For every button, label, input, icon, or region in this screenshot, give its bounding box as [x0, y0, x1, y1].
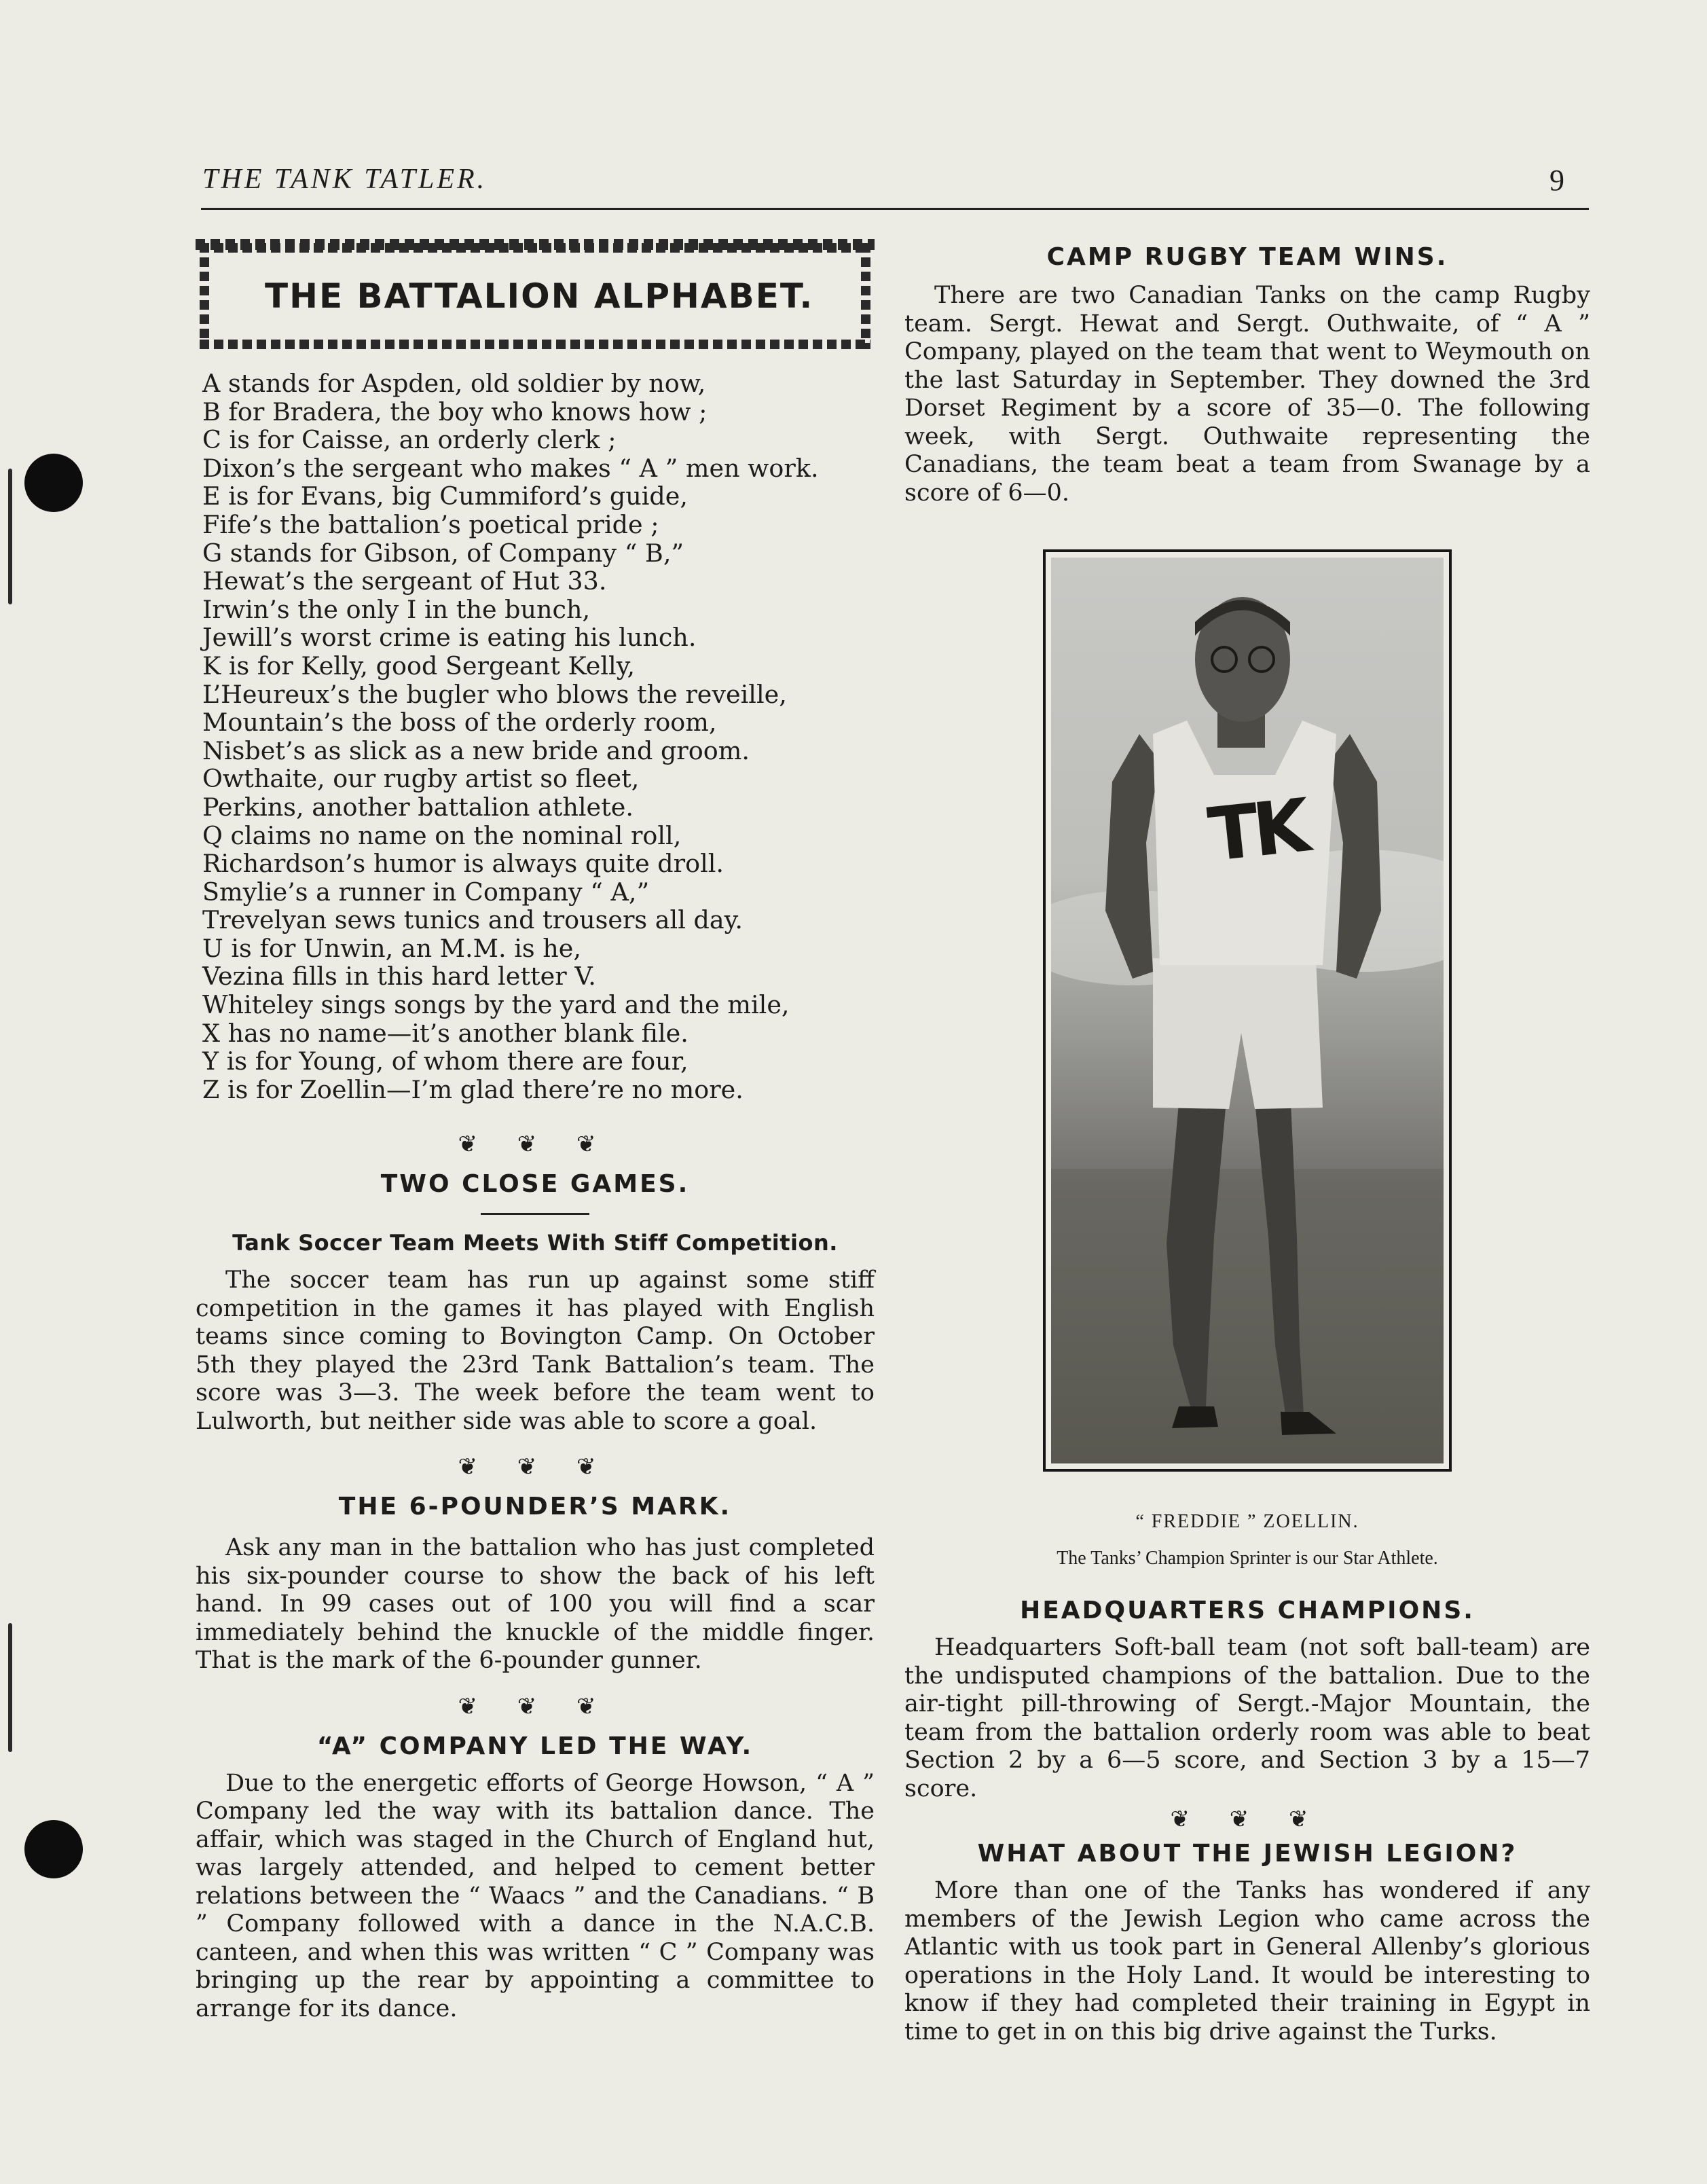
- poem-line: Owthaite, our rugby artist so fleet,: [202, 764, 640, 794]
- binding-mark: [8, 1623, 12, 1752]
- alphabet-title: THE BATTALION ALPHABET.: [265, 276, 814, 316]
- athlete-photo-frame: [1043, 549, 1452, 1472]
- poem-line: B for Bradera, the boy who knows how ;: [202, 397, 708, 426]
- camp-rugby-body: There are two Canadian Tanks on the camp Rugby team. Sergt. Hewat and Sergt. Outhwaite, of “ A ” Company, played on the team that went to Weymouth on the last Saturday in September. They downed the 3rd Dorset Regiment by a score of 35—0. The following week, with Sergt. Outhwaite representing the Canadians, the team beat a team from Swanage by a score of 6—0.: [904, 282, 1590, 507]
- poem-line: X has no name—it’s another blank file.: [202, 1018, 689, 1048]
- camp-rugby-heading: CAMP RUGBY TEAM WINS.: [1046, 243, 1448, 271]
- poem-line: Y is for Young, of whom there are four,: [202, 1046, 689, 1076]
- hq-champions-heading: HEADQUARTERS CHAMPIONS.: [1020, 1597, 1475, 1624]
- running-title: THE TANK TATLER.: [202, 164, 488, 195]
- poem-line: Mountain’s the boss of the orderly room,: [202, 708, 717, 738]
- poem-line: A stands for Aspden, old soldier by now,: [202, 369, 706, 398]
- two-close-games-heading: TWO CLOSE GAMES.: [380, 1170, 690, 1199]
- poem-line: K is for Kelly, good Sergeant Kelly,: [202, 651, 636, 680]
- photo-caption-name: “ FREDDIE ” ZOELLIN.: [1135, 1511, 1359, 1532]
- alphabet-poem: [202, 369, 875, 1104]
- poem-line: Jewill’s worst crime is eating his lunch.: [202, 623, 697, 653]
- poem-line: Irwin’s the only I in the bunch,: [202, 594, 591, 624]
- ornament: ❦ ❦ ❦: [1170, 1806, 1325, 1833]
- six-pounder-body: Ask any man in the battalion who has just completed his six-pounder course to show the back of his left hand. In 99 cases out of 100 you will find a scar immediately behind the knuckle of the middle finger. That is the mark of the 6-pounder gunner.: [196, 1534, 875, 1675]
- poem-line: Hewat’s the sergeant of Hut 33.: [202, 566, 607, 596]
- jewish-legion-body: More than one of the Tanks has wondered if any members of the Jewish Legion who came across the Atlantic with us took part in General Allenby’s glorious operations in the Holy Land. It would be interesting to know if they had completed their training in Egypt in time to get in on this big drive against the Turks.: [904, 1877, 1590, 2045]
- page-number: 9: [1549, 164, 1564, 197]
- ornament: ❦ ❦ ❦: [458, 1131, 612, 1159]
- poem-line: U is for Unwin, an M.M. is he,: [202, 933, 581, 963]
- divider: [481, 1213, 589, 1215]
- header-rule: [201, 208, 1589, 210]
- poem-line: G stands for Gibson, of Company “ B,”: [202, 538, 684, 568]
- poem-line: L’Heureux’s the bugler who blows the reveille,: [202, 679, 787, 709]
- poem-line: E is for Evans, big Cummiford’s guide,: [202, 481, 688, 511]
- jersey-letters: TK: [1204, 783, 1309, 879]
- poem-line: Dixon’s the sergeant who makes “ A ” men work.: [202, 453, 819, 483]
- right-column: [904, 239, 1590, 2046]
- poem-line: Trevelyan sews tunics and trousers all day.: [202, 905, 743, 935]
- poem-line: Smylie’s a runner in Company “ A,”: [202, 877, 650, 907]
- poem-line: Whiteley sings songs by the yard and the mile,: [202, 990, 790, 1020]
- binding-mark: [8, 469, 12, 604]
- a-company-body: Due to the energetic efforts of George Howson, “ A ” Company led the way with its battalion dance. The affair, which was staged in the Church of England hut, was largely attended, and helped to cement better relations between the “ Waacs ” and the Canadians. “ B ” Company followed with a dance in the N.A.C.B. canteen, and when this was written “ C ” Company was bringing up the rear by appointing a committee to arrange for its dance.: [196, 1769, 875, 2022]
- photo-caption-text: The Tanks’ Champion Sprinter is our Star Athlete.: [1057, 1548, 1438, 1569]
- poem-line: Fife’s the battalion’s poetical pride ;: [202, 509, 659, 539]
- poem-line: Vezina fills in this hard letter V.: [202, 962, 596, 991]
- two-close-games-subheading: Tank Soccer Team Meets With Stiff Competition.: [232, 1230, 838, 1256]
- ornament: ❦ ❦ ❦: [458, 1453, 612, 1481]
- a-company-heading: “A” COMPANY LED THE WAY.: [316, 1732, 754, 1760]
- poem-line: Perkins, another battalion athlete.: [202, 792, 634, 822]
- punch-hole: [24, 454, 83, 512]
- poem-line: Q claims no name on the nominal roll,: [202, 820, 682, 850]
- poem-line: Nisbet’s as slick as a new bride and groom.: [202, 735, 750, 765]
- poem-line: C is for Caisse, an orderly clerk ;: [202, 425, 617, 455]
- jewish-legion-heading: WHAT ABOUT THE JEWISH LEGION?: [977, 1840, 1518, 1868]
- poem-line: Richardson’s humor is always quite droll.: [202, 849, 724, 879]
- six-pounder-heading: THE 6-POUNDER’S MARK.: [338, 1493, 732, 1521]
- two-close-games-body: The soccer team has run up against some stiff competition in the games it has played with English teams since coming to Bovington Camp. On October 5th they played the 23rd Tank Battalion’s team. The score was 3—3. The week before the team went to Lulworth, but neither side was able to score a goal.: [196, 1267, 875, 1435]
- hq-champions-body: Headquarters Soft-ball team (not soft ball-team) are the undisputed champions of the battalion. Due to the air-tight pill-throwing of Sergt.-Major Mountain, the team from the battalion orderly room was able to beat Section 2 by a 6—5 score, and Section 3 by a 15—7 score.: [904, 1634, 1590, 1802]
- alphabet-title-frame: [196, 239, 875, 353]
- poem-line: Z is for Zoellin—I’m glad there’re no more.: [202, 1074, 744, 1104]
- ornament: ❦ ❦ ❦: [458, 1692, 612, 1720]
- athlete-photo: [1051, 558, 1444, 1463]
- left-column: [196, 239, 875, 2023]
- punch-hole: [24, 1820, 83, 1878]
